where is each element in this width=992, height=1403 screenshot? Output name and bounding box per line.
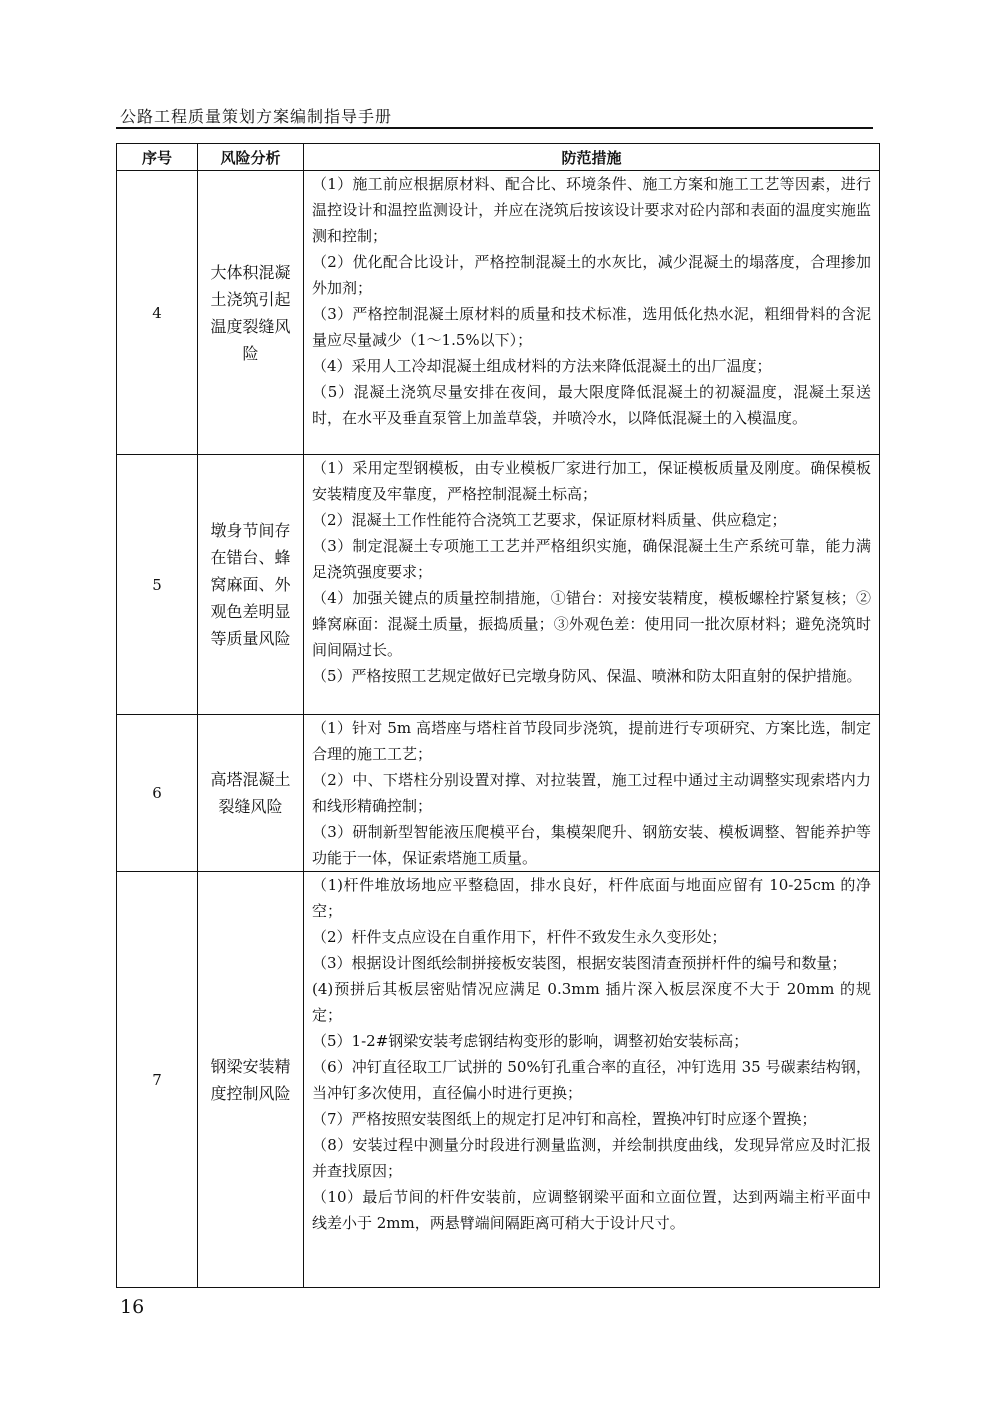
measure-item: （10）最后节间的杆件安装前，应调整钢梁平面和立面位置，达到两端主桁平面中线差小于 2mm，两悬臂端间隔距离可稍大于设计尺寸。 bbox=[312, 1188, 871, 1232]
measure-item: （5）严格按照工艺规定做好已完墩身防风、保温、喷淋和防太阳直射的保护措施。 bbox=[312, 667, 862, 685]
measures-cell bbox=[304, 171, 880, 455]
measure-item: （2）中、下塔柱分别设置对撑、对拉装置，施工过程中通过主动调整实现索塔内力和线形精确控制； bbox=[312, 771, 871, 815]
measure-item: （3）根据设计图纸绘制拼接板安装图，根据安装图清查预拼杆件的编号和数量； bbox=[312, 954, 847, 972]
table-header-row bbox=[117, 144, 880, 171]
measure-item: （4）采用人工冷却混凝土组成材料的方法来降低混凝土的出厂温度； bbox=[312, 357, 772, 375]
measure-item: （2）优化配合比设计，严格控制混凝土的水灰比，减少混凝土的塌落度，合理掺加外加剂； bbox=[312, 253, 871, 297]
header-rule bbox=[116, 127, 873, 129]
row-number: 7 bbox=[117, 872, 198, 1288]
risk-analysis-cell: 高塔混凝土裂缝风险 bbox=[198, 715, 304, 872]
measures-cell bbox=[304, 715, 880, 872]
measure-item: （1）施工前应根据原材料、配合比、环境条件、施工方案和施工工艺等因素，进行温控设计和温控监测设计，并应在浇筑后按该设计要求对砼内部和表面的温度实施监测和控制； bbox=[312, 175, 871, 245]
page-number: 16 bbox=[120, 1296, 145, 1318]
measure-item: （3）制定混凝土专项施工工艺并严格组织实施，确保混凝土生产系统可靠，能力满足浇筑强度要求； bbox=[312, 537, 871, 581]
measure-item: (4)预拼后其板层密贴情况应满足 0.3mm 插片深入板层深度不大于 20mm 的规定； bbox=[312, 980, 871, 1024]
row-number: 4 bbox=[117, 171, 198, 455]
column-header-no: 序号 bbox=[117, 144, 198, 171]
risk-analysis-cell: 大体积混凝土浇筑引起温度裂缝风险 bbox=[198, 171, 304, 455]
measure-item: （4）加强关键点的质量控制措施，①错台：对接安装精度，模板螺栓拧紧复核；②蜂窝麻面：混凝土质量，振捣质量；③外观色差：使用同一批次原材料；避免浇筑时间间隔过长。 bbox=[312, 589, 871, 659]
column-header-risk: 风险分析 bbox=[198, 144, 304, 171]
risk-analysis-cell: 钢梁安装精度控制风险 bbox=[198, 872, 304, 1288]
measure-item: （5）1-2#钢梁安装考虑钢结构变形的影响，调整初始安装标高； bbox=[312, 1032, 749, 1050]
risk-analysis-cell: 墩身节间存在错台、蜂窝麻面、外观色差明显等质量风险 bbox=[198, 455, 304, 715]
measure-item: （6）冲钉直径取工厂试拼的 50%钉孔重合率的直径，冲钉选用 35 号碳素结构钢，当冲钉多次使用，直径偏小时进行更换； bbox=[312, 1058, 871, 1102]
measures-cell bbox=[304, 455, 880, 715]
table-row bbox=[117, 872, 880, 1288]
measure-item: （1）采用定型钢模板，由专业模板厂家进行加工，保证模板质量及刚度。确保模板安装精度及牢靠度，严格控制混凝土标高； bbox=[312, 459, 871, 503]
running-header-title: 公路工程质量策划方案编制指导手册 bbox=[120, 107, 393, 126]
table-row bbox=[117, 455, 880, 715]
table-row bbox=[117, 715, 880, 872]
measure-item: （1）针对 5m 高塔座与塔柱首节段同步浇筑，提前进行专项研究、方案比选，制定合理的施工工艺； bbox=[312, 719, 871, 763]
measure-item: （3）研制新型智能液压爬模平台，集模架爬升、钢筋安装、模板调整、智能养护等功能于一体，保证索塔施工质量。 bbox=[312, 823, 871, 867]
measure-item: （5）混凝土浇筑尽量安排在夜间，最大限度降低混凝土的初凝温度，混凝土泵送时，在水平及垂直泵管上加盖草袋，并喷冷水，以降低混凝土的入模温度。 bbox=[312, 383, 871, 427]
row-number: 6 bbox=[117, 715, 198, 872]
table-row bbox=[117, 171, 880, 455]
measure-item: （2）杆件支点应设在自重作用下，杆件不致发生永久变形处； bbox=[312, 928, 727, 946]
measure-item: （8）安装过程中测量分时段进行测量监测，并绘制拱度曲线，发现异常应及时汇报并查找原因； bbox=[312, 1136, 871, 1180]
measure-item: （3）严格控制混凝土原材料的质量和技术标准，选用低化热水泥，粗细骨料的含泥量应尽量减少（1～1.5%以下）； bbox=[312, 305, 871, 349]
row-number: 5 bbox=[117, 455, 198, 715]
measure-item: （2）混凝土工作性能符合浇筑工艺要求，保证原材料质量、供应稳定； bbox=[312, 511, 787, 529]
measure-item: （1)杆件堆放场地应平整稳固，排水良好，杆件底面与地面应留有 10-25cm 的净空； bbox=[312, 876, 871, 920]
column-header-measures: 防范措施 bbox=[304, 144, 880, 171]
measures-cell bbox=[304, 872, 880, 1288]
risk-table bbox=[116, 143, 880, 1288]
measure-item: （7）严格按照安装图纸上的规定打足冲钉和高栓，置换冲钉时应逐个置换； bbox=[312, 1110, 817, 1128]
